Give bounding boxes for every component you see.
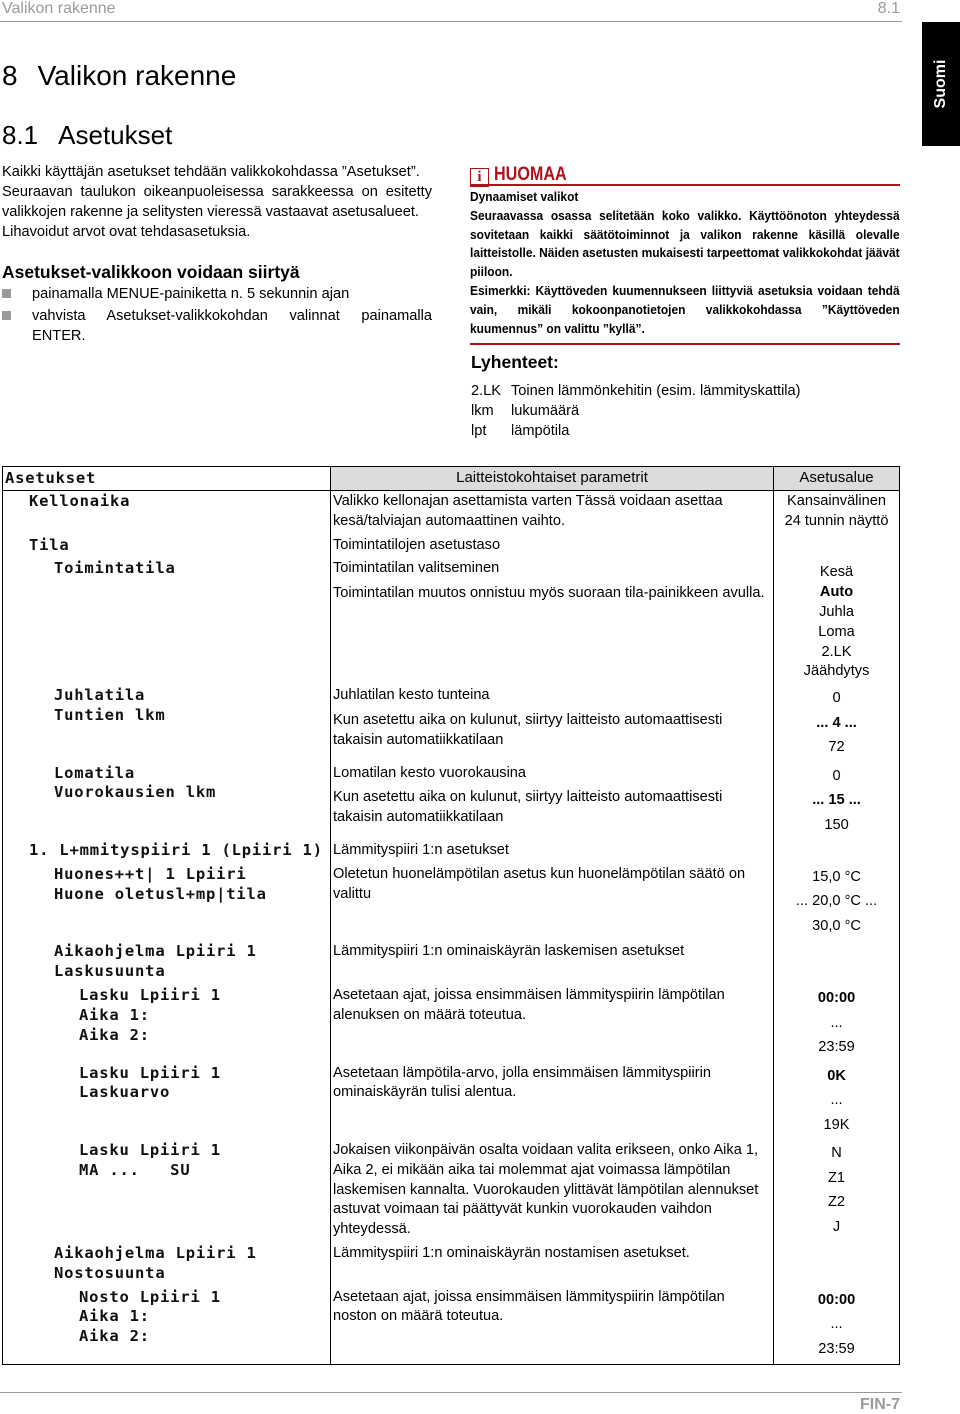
running-header-title: Valikon rakenne [2, 0, 116, 17]
chapter-title [2, 60, 236, 92]
page-footer [0, 1392, 902, 1413]
table-row [3, 685, 900, 763]
range-value: 150 [824, 816, 849, 833]
page-number: FIN-7 [860, 1396, 900, 1413]
range-value: Loma [818, 623, 855, 640]
menu-path: Juhlatila Tuntien lkm [54, 686, 166, 724]
range-value: 24 tunnin näyttö [784, 512, 889, 529]
range-value: ... [830, 1092, 843, 1109]
row-description: Lämmityspiiri 1:n ominaiskäyrän nostamisen asetukset. [332, 1245, 690, 1262]
menu-path: Lasku Lpiiri 1 Laskuarvo [79, 1063, 221, 1102]
table-row [3, 535, 900, 559]
table-row [3, 558, 900, 685]
section-number: 8.1 [2, 120, 39, 150]
list-item: vahvista Asetukset-valikkokohdan valinnat painamalla ENTER. [2, 306, 432, 346]
abbreviations [471, 352, 901, 441]
abbreviations-title: Lyhenteet: [471, 352, 559, 372]
settings-table [2, 466, 900, 1365]
section-title [2, 120, 172, 151]
note-body [470, 186, 900, 338]
row-description: Toimintatilan muutos onnistuu myös suoraan tila-painikkeen avulla. [332, 585, 765, 602]
list-item: 2.LK Toinen lämmönkehitin (esim. lämmityskattila) [471, 383, 801, 399]
language-tab [922, 22, 960, 146]
range-value: 23:59 [818, 1039, 855, 1056]
menu-path: Lomatila Vuorokausien lkm [54, 763, 217, 802]
menu-path: Aikaohjelma Lpiiri 1 Laskusuunta [54, 942, 257, 981]
column-header: Asetusalue [774, 467, 900, 491]
intro-column [2, 162, 432, 348]
table-row [3, 763, 900, 841]
intro-paragraph: Lihavoidut arvot ovat tehdasasetuksia. [2, 224, 251, 240]
table-row [3, 1287, 900, 1365]
intro-paragraph: Kaikki käyttäjän asetukset tehdään valikkokohdassa ”Asetukset”. [2, 164, 420, 180]
row-description: Kun asetettu aika on kulunut, siirtyy laitteisto automaattisesti takaisin automatiikkatilaan [332, 711, 723, 748]
note-divider [470, 343, 900, 345]
range-value: Jäähdytys [803, 663, 870, 680]
list-item: lpt lämpötila [471, 423, 570, 439]
range-value: 0 [832, 690, 841, 707]
table-row [3, 941, 900, 985]
menu-path: Lasku Lpiiri 1 Aika 1: Aika 2: [79, 986, 221, 1044]
range-value: 19K [823, 1116, 850, 1133]
range-value: ... [830, 1014, 843, 1031]
range-value: 72 [828, 739, 845, 756]
list-item: painamalla MENUE-painiketta n. 5 sekunnin ajan [2, 284, 432, 304]
running-header [0, 0, 902, 22]
range-value: Juhla [819, 603, 854, 620]
table-row [3, 840, 900, 864]
range-value: N [831, 1145, 842, 1162]
language-tab-label: Suomi [932, 59, 949, 109]
range-value: 00:00 [817, 990, 856, 1007]
range-value: Z1 [828, 1169, 846, 1186]
table-header-row [3, 467, 900, 491]
running-header-section: 8.1 [877, 0, 900, 17]
table-row [3, 491, 900, 535]
row-description: Lämmityspiiri 1:n asetukset [332, 842, 509, 859]
menu-path: 1. L+mmityspiiri 1 (Lpiiri 1) [29, 841, 323, 860]
range-value: Kesä [819, 564, 854, 581]
range-value: Kansainvälinen [787, 493, 887, 509]
menu-path: Nosto Lpiiri 1 Aika 1: Aika 2: [79, 1287, 221, 1346]
row-description: Valikko kellonajan asettamista varten Tässä voidaan asettaa kesä/talviajan automaattinen vaihto. [332, 493, 723, 529]
range-value: 15,0 °C [812, 868, 861, 885]
table-row [3, 1140, 900, 1243]
menu-path: Huones++t| 1 Lpiiri Huone oletusl+mp|tila [54, 864, 267, 903]
bullet-square-icon [2, 311, 11, 320]
menu-path: Lasku Lpiiri 1 MA ... SU [79, 1141, 221, 1179]
range-value: 2.LK [821, 643, 852, 660]
row-description: Lomatilan kesto vuorokausina [332, 764, 527, 781]
note-title: HUOMAA [494, 164, 567, 185]
list-item: lkm lukumäärä [471, 403, 580, 419]
column-header: Asetukset [3, 467, 331, 491]
range-value: 30,0 °C [812, 917, 861, 934]
column-header: Laitteistokohtaiset parametrit [330, 467, 773, 491]
intro-subheading: Asetukset-valikkoon voidaan siirtyä [2, 262, 300, 282]
range-value: ... 4 ... [816, 714, 857, 731]
row-description: Asetetaan lämpötila-arvo, jolla ensimmäisen lämmityspiirin ominaiskäyrän tulisi alentua. [332, 1064, 711, 1101]
note-paragraph: Esimerkki: Käyttöveden kuumennukseen liittyviä asetuksia voidaan tehdä vain, mikäli kokoonpanotietojen valikkokohdassa ”Käyttöveden kuumennus” on valittu ”kyllä”. [470, 282, 900, 336]
intro-paragraph: Seuraavan taulukon oikeanpuoleisessa sarakkeessa on esitetty valikkojen rakenne ja selitysten vieressä vastaavat asetusalueet. [2, 184, 432, 220]
range-value: 0K [827, 1067, 846, 1084]
row-description: Toimintatilan valitseminen [332, 560, 500, 577]
table-row [3, 864, 900, 942]
table-row [3, 985, 900, 1063]
chapter-title-text: Valikon rakenne [37, 60, 237, 91]
range-value: 23:59 [818, 1340, 855, 1357]
table-row [3, 1063, 900, 1141]
row-description: Asetetaan ajat, joissa ensimmäisen lämmityspiirin lämpötilan alenuksen on määrä toteutua. [332, 987, 725, 1023]
range-value: J [832, 1218, 841, 1235]
range-value: ... 15 ... [812, 792, 861, 809]
note-paragraph: Seuraavassa osassa selitetään koko valikko. Käyttöönoton yhteydessä sovitetaan kaikki säätötoiminnot ja valikon rakenne käsillä olevalle laitteistolle. Näiden asetusten mukaisesti tarpeettomat valikkokohdat jäävät piiloon. [470, 207, 900, 280]
section-title-text: Asetukset [58, 120, 173, 150]
chapter-number: 8 [2, 60, 18, 91]
note-header [470, 166, 900, 186]
row-description: Kun asetettu aika on kulunut, siirtyy laitteisto automaattisesti takaisin automatiikkatilaan [332, 789, 723, 826]
intro-bullet-list [2, 284, 432, 346]
range-value: Z2 [828, 1194, 846, 1211]
row-description: Asetetaan ajat, joissa ensimmäisen lämmityspiirin lämpötilan noston on määrä toteutua. [332, 1288, 725, 1325]
bullet-square-icon [2, 289, 11, 298]
range-value: 0 [832, 767, 841, 784]
note-heading: Dynaamiset valikot [470, 189, 579, 204]
range-value: ... [830, 1316, 843, 1333]
row-description: Jokaisen viikonpäivän osalta voidaan valita erikseen, onko Aika 1, Aika 2, ei mikään aika tai molemmat ajat voimassa lämpötilan laskemisen kannalta. Vuorokauden ylittävät lämpötilan alennukset astuvat voimaan tai päättyvät kunkin vuorokauden vaihdon yhteydessä. [332, 1142, 759, 1238]
range-value: Auto [819, 584, 854, 601]
row-description: Lämmityspiiri 1:n ominaiskäyrän laskemisen asetukset [332, 943, 685, 960]
note-box [470, 166, 900, 345]
row-description: Juhlatilan kesto tunteina [332, 687, 490, 704]
range-value: ... 20,0 °C ... [795, 893, 878, 910]
menu-path: Toimintatila [54, 559, 176, 578]
row-description: Toimintatilojen asetustaso [332, 536, 501, 553]
info-icon: i [470, 168, 489, 187]
row-description: Oletetun huonelämpötilan asetus kun huonelämpötilan säätö on valittu [332, 865, 746, 902]
menu-path: Tila [29, 535, 70, 554]
menu-path: Kellonaika [29, 492, 131, 510]
table-row [3, 1243, 900, 1287]
range-value: 00:00 [817, 1291, 856, 1308]
menu-path: Aikaohjelma Lpiiri 1 Nostosuunta [54, 1244, 257, 1282]
